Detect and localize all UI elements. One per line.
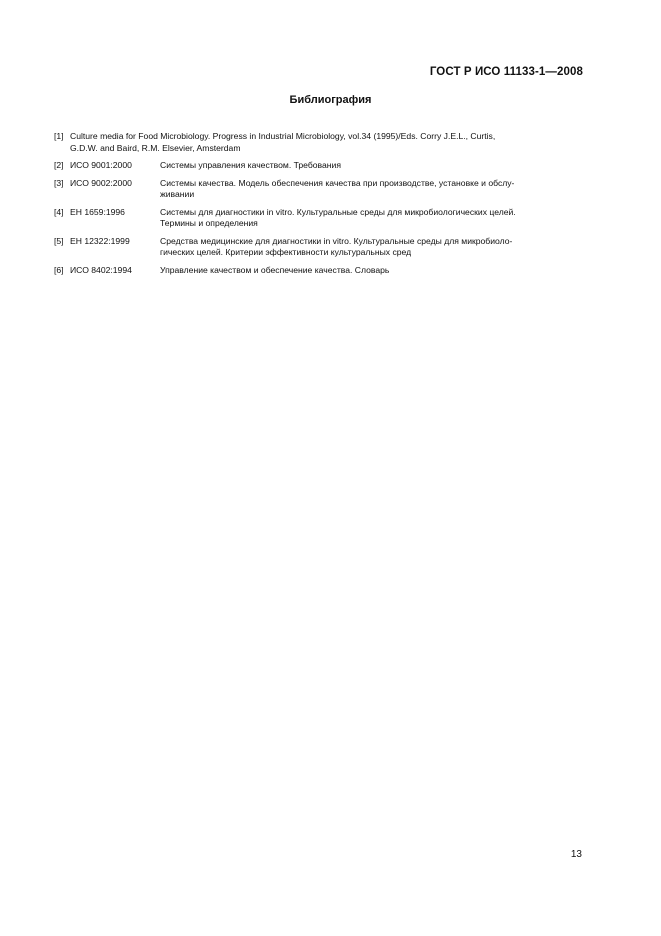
bibliography-entry (54, 131, 582, 154)
entry-text-line: Системы для диагностики in vitro. Культуральные среды для микробиологических целей. (160, 206, 516, 217)
entry-text-line: Системы управления качеством. Требования (160, 160, 341, 170)
entry-text (160, 178, 582, 201)
bibliography-entry (54, 265, 582, 277)
entry-number: [4] (54, 206, 64, 217)
entry-number: [3] (54, 177, 64, 188)
entry-number: [1] (54, 131, 64, 141)
page-number: 13 (570, 849, 582, 860)
entry-text-line: Culture media for Food Microbiology. Progress in Industrial Microbiology, vol.34 (1995)/Eds. Corry J.E.L., Curtis, (70, 131, 496, 141)
entry-standard-code: ЕН 12322:1999 (70, 235, 130, 246)
entry-text-line: гических целей. Критерии эффективности культуральных сред (160, 247, 412, 257)
document-code-header: ГОСТ Р ИСО 11133-1—2008 (429, 66, 583, 78)
bibliography-entry (54, 178, 582, 201)
entry-text (160, 236, 582, 259)
bibliography-list (54, 131, 582, 282)
bibliography-entry (54, 160, 582, 172)
bibliography-entry (54, 236, 582, 259)
entry-text-line: Термины и определения (160, 218, 258, 228)
entry-text-line: живании (160, 189, 195, 199)
entry-text (160, 207, 582, 230)
entry-standard-code: ИСО 8402:1994 (70, 264, 132, 275)
entry-standard-code: ЕН 1659:1996 (70, 206, 125, 217)
entry-number: [5] (54, 235, 64, 246)
entry-text-line: G.D.W. and Baird, R.M. Elsevier, Amsterdam (70, 142, 241, 153)
bibliography-entry (54, 207, 582, 230)
entry-text-line: Управление качеством и обеспечение качества. Словарь (160, 264, 390, 275)
bibliography-title: Библиография (289, 94, 372, 106)
entry-number: [6] (54, 264, 64, 275)
entry-text (160, 265, 582, 277)
entry-text (70, 131, 582, 154)
entry-standard-code: ИСО 9001:2000 (70, 160, 132, 170)
entry-number: [2] (54, 160, 64, 170)
entry-text-line: Средства медицинские для диагностики in vitro. Культуральные среды для микробиоло- (160, 235, 513, 246)
entry-standard-code: ИСО 9002:2000 (70, 177, 132, 188)
entry-text (160, 160, 582, 172)
entry-text-line: Системы качества. Модель обеспечения качества при производстве, установке и обслу- (160, 177, 515, 188)
